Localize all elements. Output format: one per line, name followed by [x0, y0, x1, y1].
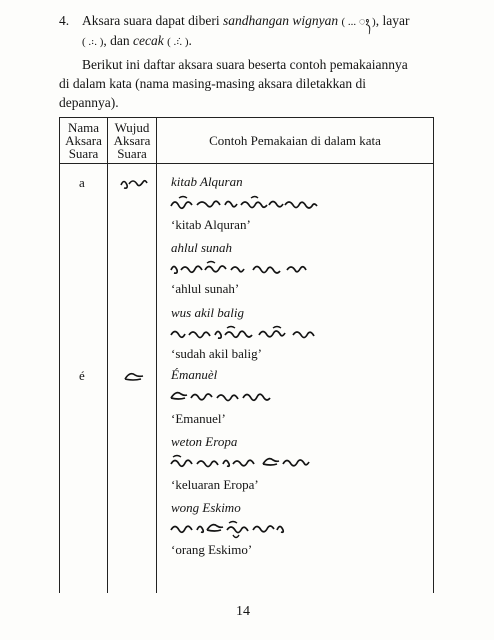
aksara-a-glyph [119, 175, 149, 195]
intro-line2-end: . [188, 33, 192, 48]
cecak-mark: ( .꞉̇. ) [167, 36, 189, 48]
header-col2-line1: Wujud [114, 120, 150, 135]
javanese-script-wong-eskimo [169, 519, 329, 539]
header-wujud-aksara-suara [108, 121, 156, 160]
example-latin-weton-eropa: weton Eropa [171, 434, 238, 449]
intro-line1-post: , layar [375, 13, 410, 28]
example-gloss-ahlul-sunah: ‘ahlul sunah’ [171, 281, 240, 296]
javanese-script-weton-eropa [169, 453, 329, 473]
table-left-border [59, 117, 60, 593]
intro-line-1 [82, 12, 409, 31]
paragraph-line-3: depannya). [59, 95, 119, 110]
header-nama-aksara-suara [60, 121, 107, 160]
example-gloss-weton-eropa: ‘keluaran Eropa’ [171, 477, 259, 492]
header-col2-line2: Aksara [113, 133, 151, 148]
header-col1-line1: Nama [67, 120, 100, 135]
intro-line1-pre: Aksara suara dapat diberi [82, 13, 223, 28]
aksara-name-a: a [79, 175, 85, 190]
example-gloss-wong-eskimo: ‘orang Eskimo’ [171, 542, 253, 557]
table-top-border [59, 117, 434, 118]
intro-line-2 [82, 32, 192, 51]
intro-term-wignyan: sandhangan wignyan [222, 13, 339, 28]
header-contoh-pemakaian: Contoh Pemakaian di dalam kata [209, 133, 381, 148]
javanese-script-emanuel [169, 387, 329, 407]
list-number: 4. [59, 13, 70, 28]
table-col-divider-2 [156, 117, 157, 593]
header-col1-line3: Suara [68, 146, 99, 161]
javanese-script-wus-akil-balig [169, 324, 329, 344]
intro-term-cecak: cecak [133, 33, 164, 48]
layar-mark: ( .꞉. ) [82, 36, 104, 48]
example-latin-kitab-alquran: kitab Alquran [171, 174, 243, 189]
header-col1-line2: Aksara [65, 133, 102, 148]
example-latin-ahlul-sunah: ahlul sunah [171, 240, 233, 255]
header-col2-line3: Suara [117, 146, 147, 161]
paragraph-line-1: Berikut ini daftar aksara suara beserta contoh pemakaiannya [82, 57, 408, 72]
javanese-script-ahlul-sunah [169, 259, 329, 279]
javanese-script-kitab-alquran [169, 194, 329, 214]
aksara-e-glyph [122, 368, 146, 388]
example-latin-wong-eskimo: wong Eskimo [171, 500, 241, 515]
example-latin-wus-akil-balig: wus akil balig [171, 305, 244, 320]
aksara-suara-table [59, 117, 434, 593]
wignyan-mark: ( ... ꦃ ) [341, 16, 376, 28]
example-gloss-kitab-alquran: ‘kitab Alquran’ [171, 217, 251, 232]
example-gloss-emanuel: ‘Emanuel’ [171, 411, 226, 426]
aksara-name-e: é [79, 368, 85, 383]
table-header-divider [59, 163, 434, 164]
example-latin-emanuel: Émanuèl [171, 367, 218, 382]
example-gloss-wus-akil-balig: ‘sudah akil balig’ [171, 346, 262, 361]
table-right-border [433, 117, 434, 593]
page-number: 14 [236, 604, 250, 619]
paragraph-line-2: di dalam kata (nama masing-masing aksara diletakkan di [59, 76, 367, 91]
intro-line2-mid: , dan [103, 33, 134, 48]
table-col-divider-1 [107, 117, 108, 593]
